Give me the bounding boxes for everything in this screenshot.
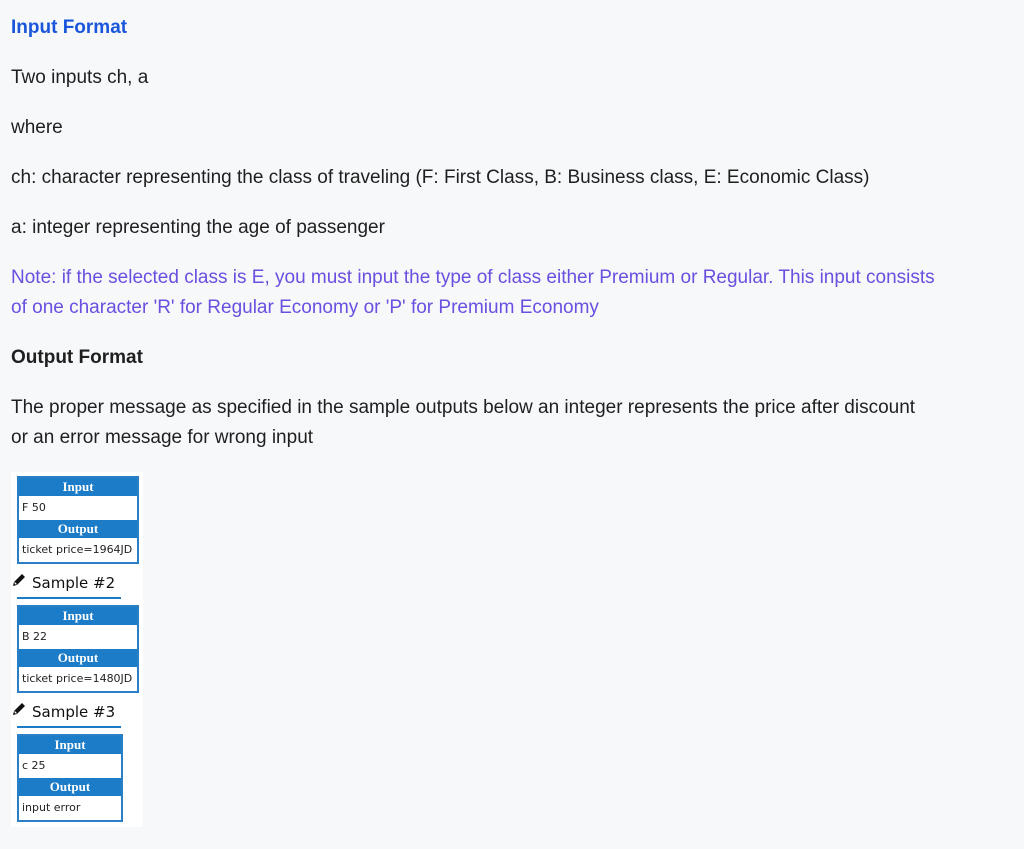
pencil-icon [11, 700, 27, 724]
note-line1: Note: if the selected class is E, you must input the type of class either Premium or Regular. This input consists [11, 267, 935, 288]
sample-2-underline [17, 597, 121, 599]
sample-2-input-label: Input [19, 607, 137, 625]
pencil-icon [11, 571, 27, 595]
sample-1-output-label: Output [19, 520, 137, 538]
pencil-icon-svg [11, 572, 27, 588]
sample-2-output-label: Output [19, 649, 137, 667]
sample-1-output-value: ticket price=1964JD [19, 538, 137, 562]
output-format-line2: or an error message for wrong input [11, 427, 314, 448]
sample-3-table [17, 734, 123, 822]
pencil-icon-svg [11, 701, 27, 717]
sample-3-output-label: Output [19, 778, 121, 796]
output-format-heading: Output Format [11, 347, 143, 368]
input-format-line3: ch: character representing the class of traveling (F: First Class, B: Business class, E: Economic Class) [11, 167, 870, 188]
samples-image [11, 472, 143, 827]
sample-1-table [17, 476, 139, 564]
sample-1-input-label: Input [19, 478, 137, 496]
sample-2-input-value: B 22 [19, 625, 137, 649]
sample-3-input-label: Input [19, 736, 121, 754]
input-format-line2: where [11, 117, 63, 138]
sample-3-title [11, 700, 121, 724]
sample-3-input-value: c 25 [19, 754, 121, 778]
sample-1-input-value: F 50 [19, 496, 137, 520]
note-line2: of one character 'R' for Regular Economy or 'P' for Premium Economy [11, 297, 599, 318]
sample-3-title-text: Sample #3 [32, 703, 116, 721]
sample-2-title-text: Sample #2 [32, 574, 116, 592]
input-format-line4: a: integer representing the age of passenger [11, 217, 385, 238]
sample-2-table [17, 605, 139, 693]
sample-3-output-value: input error [19, 796, 121, 820]
sample-3-underline [17, 726, 121, 728]
input-format-line1: Two inputs ch, a [11, 67, 149, 88]
input-format-heading: Input Format [11, 17, 128, 38]
output-format-line1: The proper message as specified in the sample outputs below an integer represents the price after discount [11, 397, 916, 418]
sample-2-output-value: ticket price=1480JD [19, 667, 137, 691]
sample-2-title [11, 571, 121, 595]
